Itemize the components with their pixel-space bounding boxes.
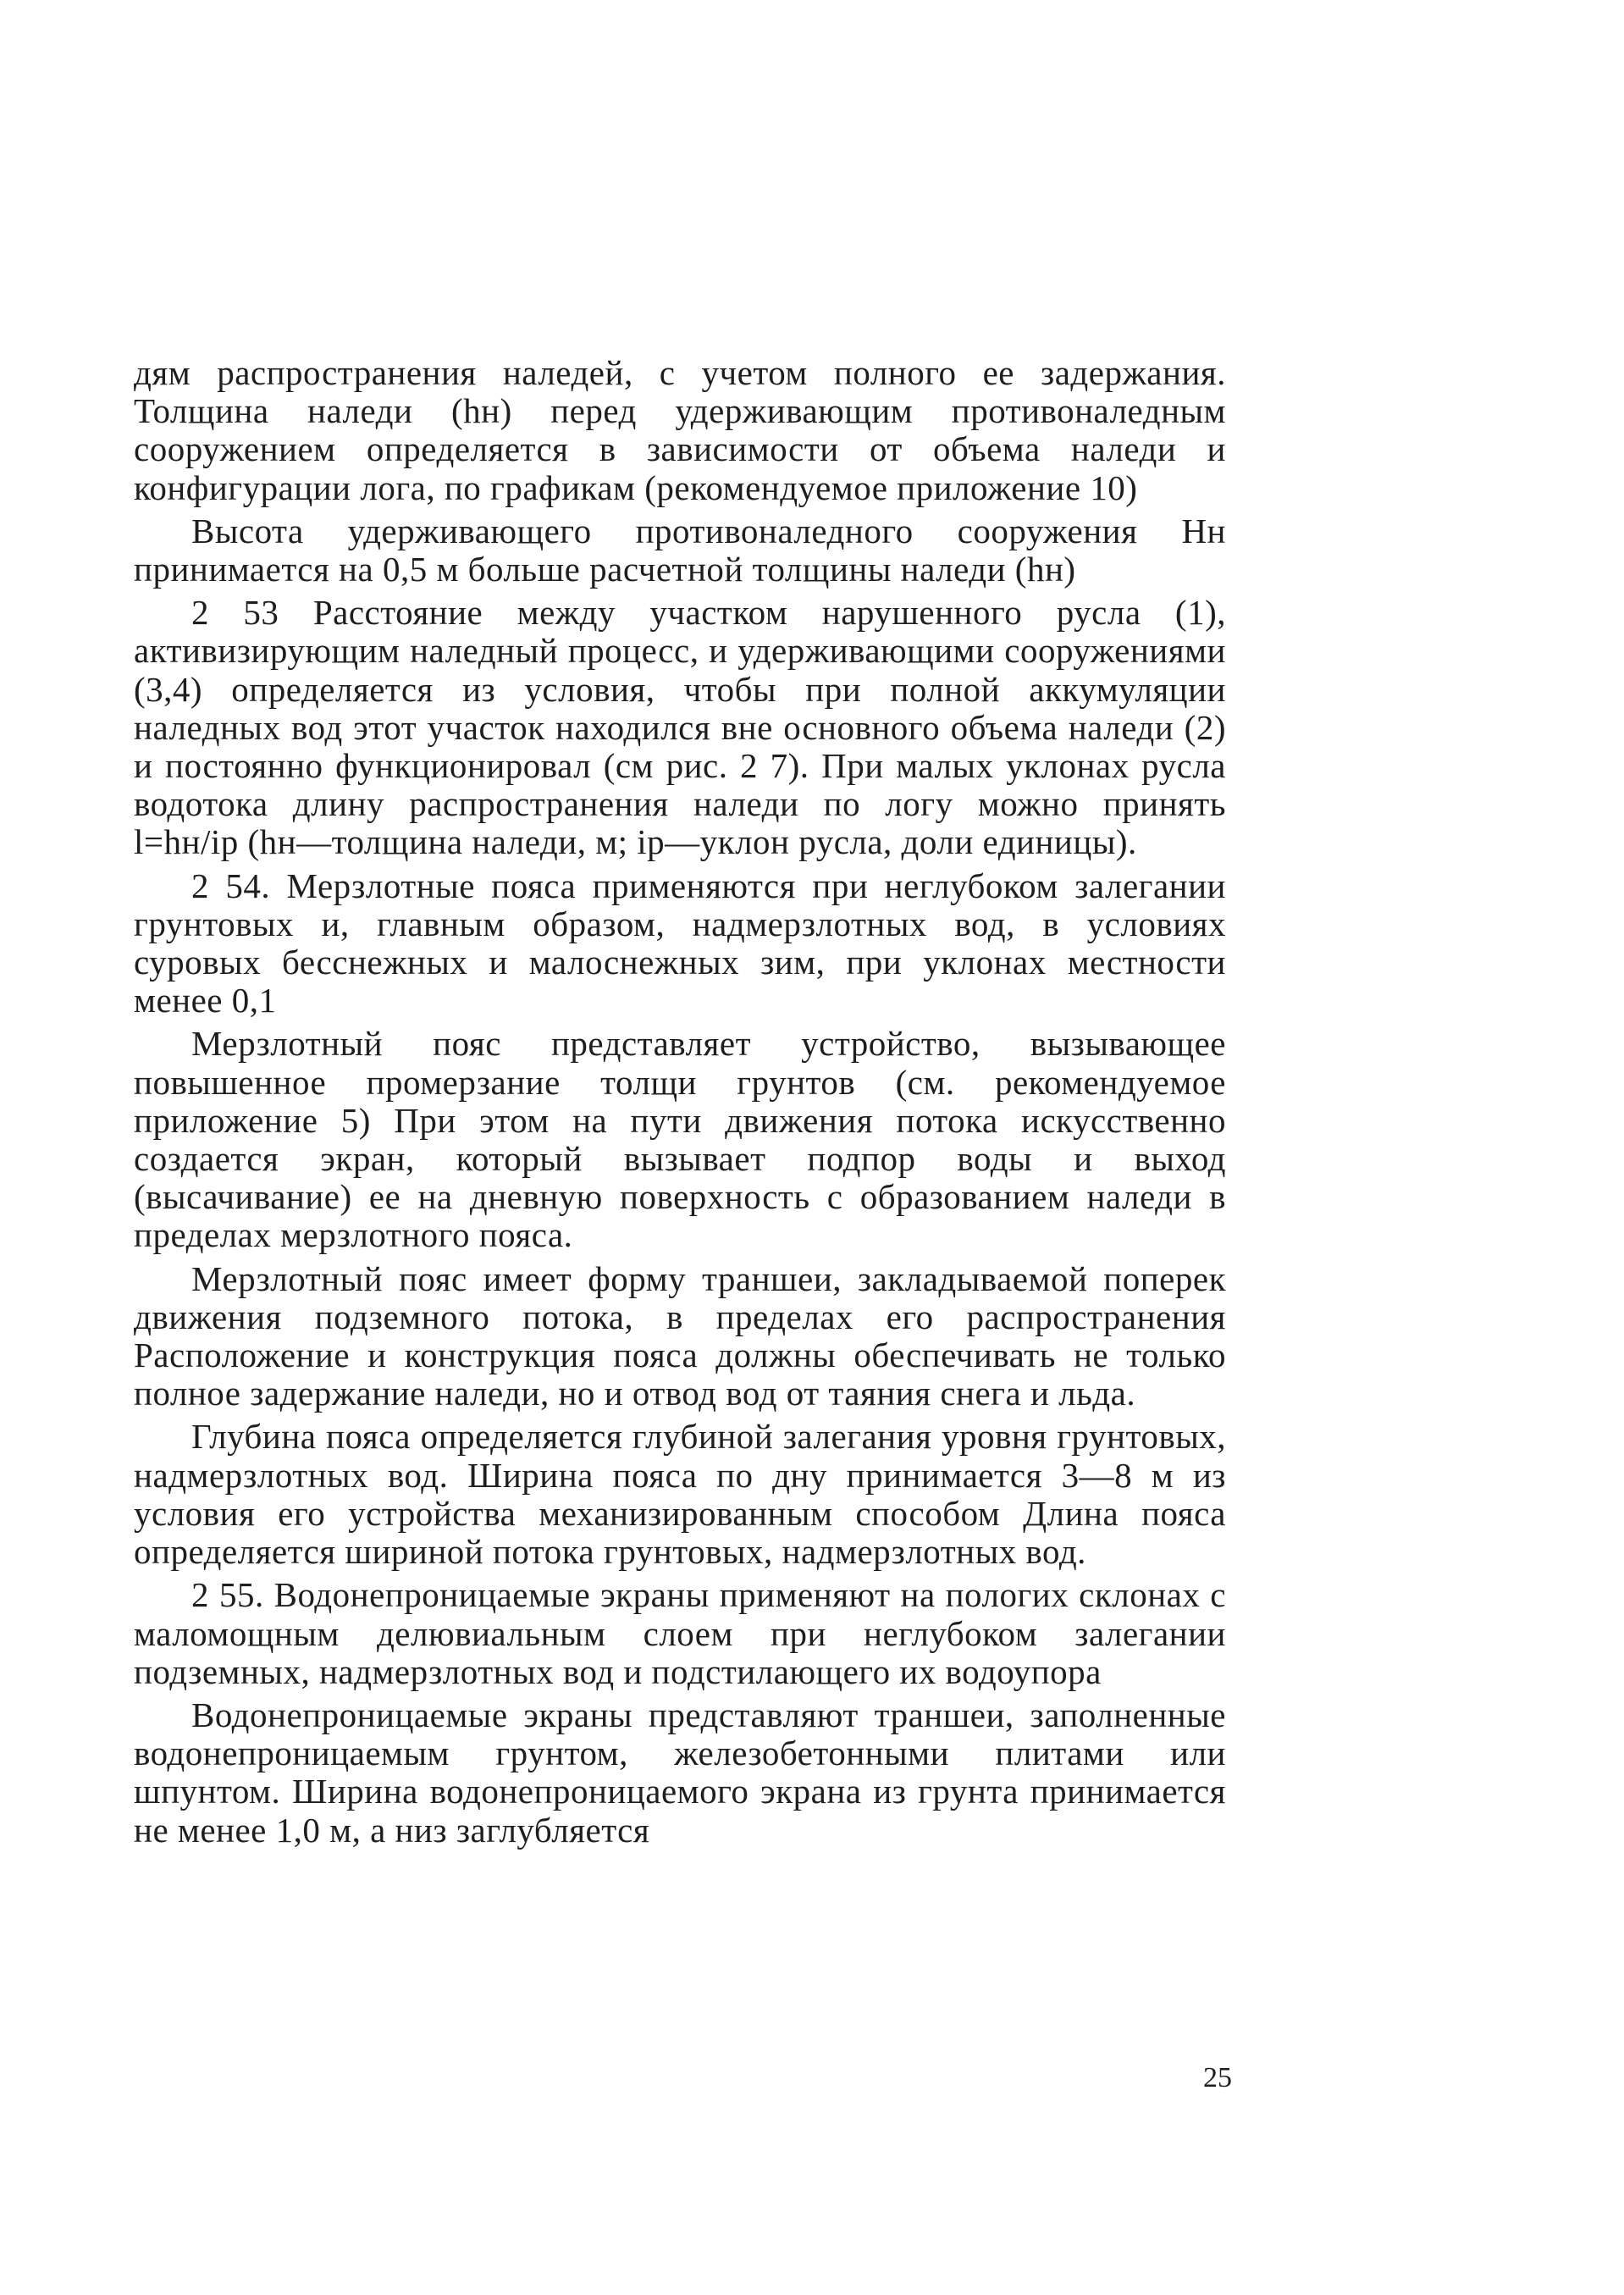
- paragraph-waterproof-screens: Водонепроницаемые экраны представляют траншеи, заполненные водонепроницаемым грунтом, железобетонными плитами или шпунтом. Ширина водонепроницаемого экрана из грунта принимается не менее 1,0 м, а низ заглубляется: [134, 1695, 1226, 1850]
- body-text: [134, 354, 1226, 1855]
- paragraph-2-54: 2 54. Мерзлотные пояса применяются при неглубоком залегании грунтовых и, главным образом, надмерзлотных вод, в условиях суровых бесснежных и малоснежных зим, при уклонах местности менее 0,1: [134, 865, 1226, 1020]
- paragraph-structure-height: Высота удерживающего противоналедного сооружения Hн принимается на 0,5 м больше расчетной толщины наледи (hн): [134, 511, 1226, 589]
- paragraph-frost-belt-device: Мерзлотный пояс представляет устройство, вызывающее повышенное промерзание толщи грунтов (см. рекомендуемое приложение 5) При этом на пути движения потока искусственно создается экран, который вызывает подпор воды и выход (высачивание) ее на дневную поверхность с образованием наледи в пределах мерзлотного пояса.: [134, 1024, 1226, 1255]
- paragraph-continuation: дям распространения наледей, с учетом полного ее задержания. Толщина наледи (hн) перед удерживающим противоналедным сооружением определяется в зависимости от объема наледи и конфигурации лога, по графикам (рекомендуемое приложение 10): [134, 353, 1226, 507]
- paragraph-2-55: 2 55. Водонепроницаемые экраны применяют на пологих склонах с маломощным делювиальным слоем при неглубоком залегании подземных, надмерзлотных вод и подстилающего их водоупора: [134, 1575, 1226, 1691]
- paragraph-frost-belt-shape: Мерзлотный пояс имеет форму траншеи, закладываемой поперек движения подземного потока, в пределах его распространения Расположение и конструкция пояса должны обеспечивать не только полное задержание наледи, но и отвод вод от таяния снега и льда.: [134, 1258, 1226, 1413]
- paragraph-frost-belt-depth: Глубина пояса определяется глубиной залегания уровня грунтовых, надмерзлотных вод. Ширина пояса по дну принимается 3—8 м из условия его устройства механизированным способом Длина пояса определяется шириной потока грунтовых, надмерзлотных вод.: [134, 1417, 1226, 1572]
- paragraph-2-53: 2 53 Расстояние между участком нарушенного русла (1), активизирующим наледный процесс, и удерживающими сооружениями (3,4) определяется из условия, чтобы при полной аккумуляции наледных вод этот участок находился вне основного объема наледи (2) и постоянно функционировал (см рис. 2 7). При малых уклонах русла водотока длину распространения наледи по логу можно принять l=hн/iр (hн—толщина наледи, м; iр—уклон русла, доли единицы).: [134, 593, 1226, 862]
- page-number: 25: [1203, 2062, 1232, 2093]
